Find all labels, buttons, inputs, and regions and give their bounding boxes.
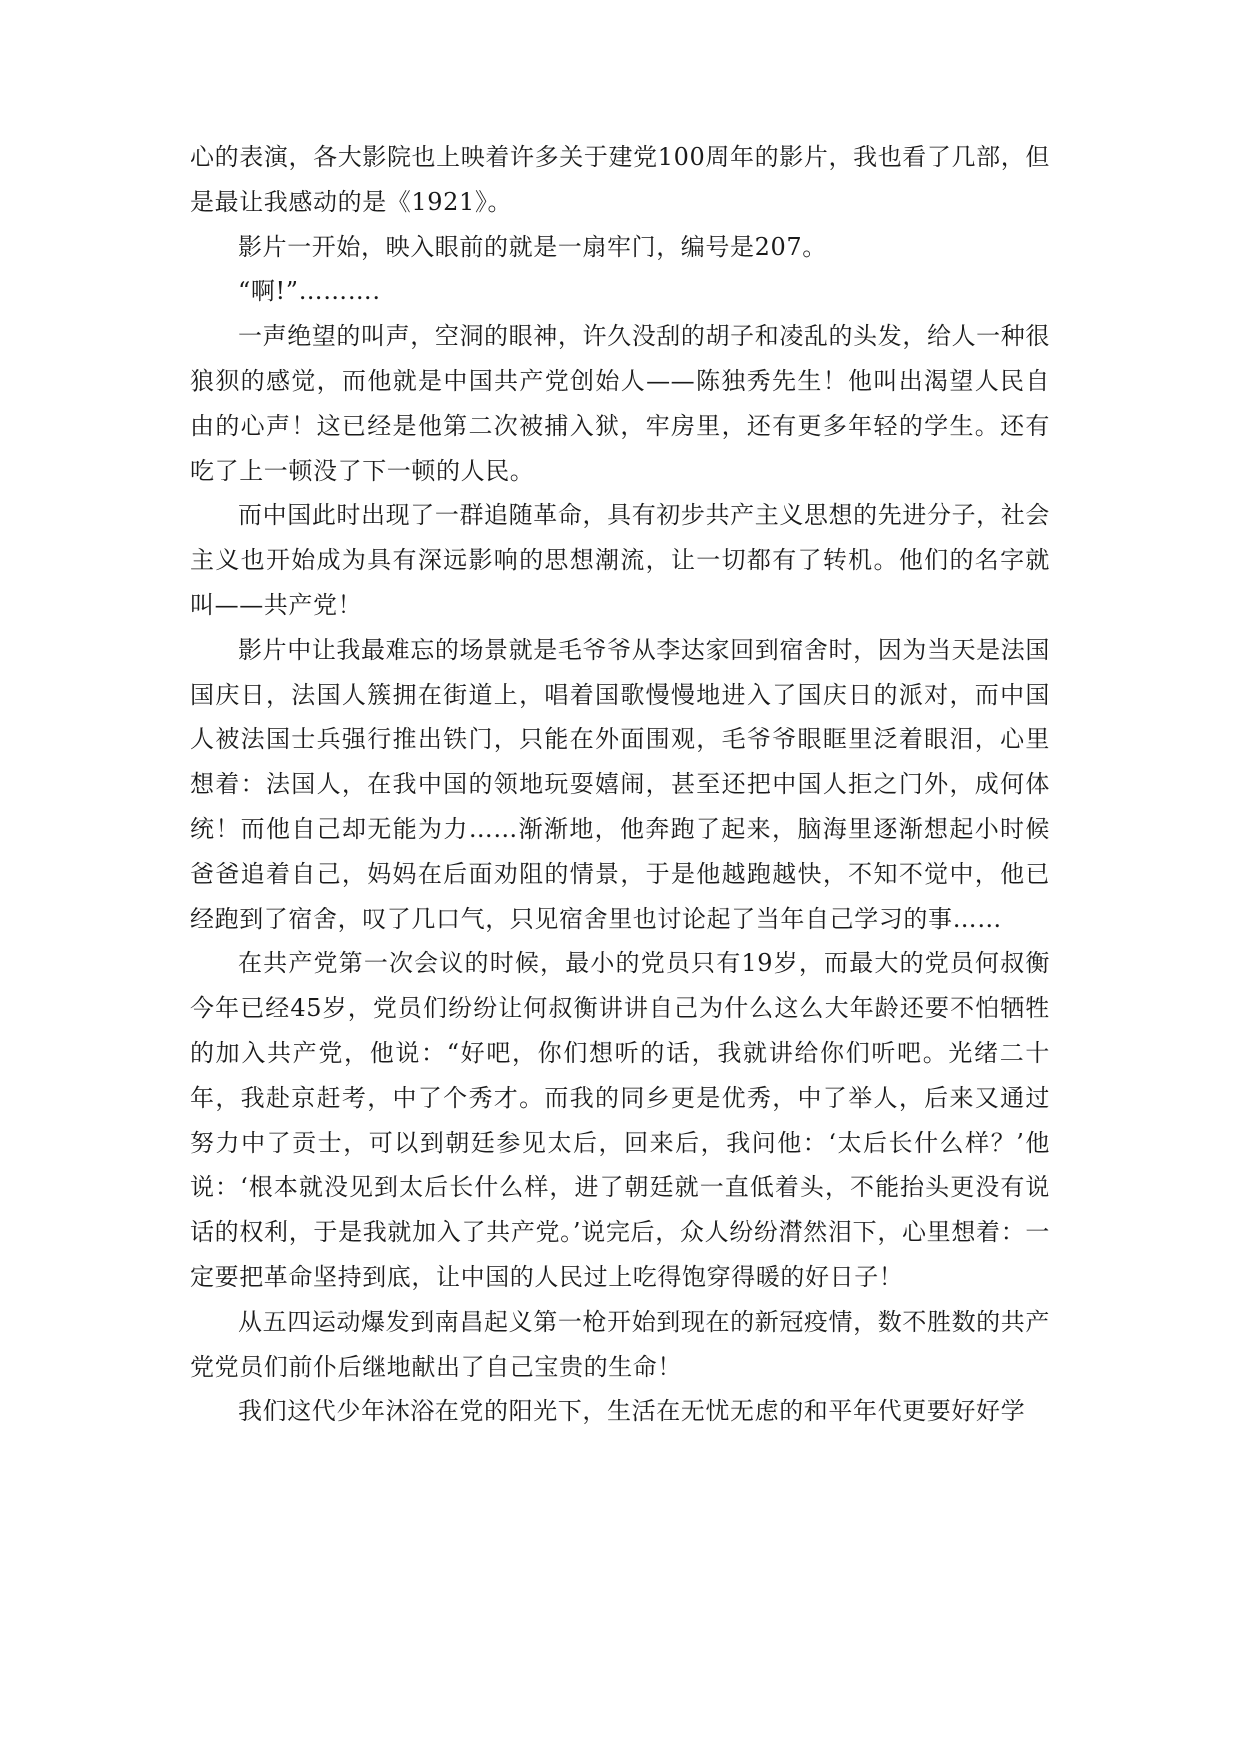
paragraph: “啊!”……….	[238, 277, 381, 306]
paragraph: 从五四运动爆发到南昌起义第一枪开始到现在的新冠疫情，数不胜数的共产党党员们前仆后继地献出了自己宝贵的生命！	[190, 1307, 1050, 1381]
paragraph: 而中国此时出现了一群追随革命，具有初步共产主义思想的先进分子，社会主义也开始成为具有深远影响的思想潮流，让一切都有了转机。他们的名字就叫——共产党！	[190, 501, 1050, 619]
paragraph: 影片中让我最难忘的场景就是毛爷爷从李达家回到宿舍时，因为当天是法国国庆日，法国人簇拥在街道上，唱着国歌慢慢地进入了国庆日的派对，而中国人被法国士兵强行推出铁门，只能在外面围观，毛爷爷眼眶里泛着眼泪，心里想着：法国人，在我中国的领地玩耍嬉闹，甚至还把中国人拒之门外，成何体统！而他自己却无能为力……渐渐地，他奔跑了起来，脑海里逐渐想起小时候爸爸追着自己，妈妈在后面劝阻的情景，于是他越跑越快，不知不觉中，他已经跑到了宿舍，叹了几口气，只见宿舍里也讨论起了当年自己学习的事……	[190, 635, 1050, 933]
article-body	[190, 135, 1050, 1434]
paragraph: 影片一开始，映入眼前的就是一扇牢门，编号是207。	[238, 232, 827, 261]
paragraph-truncated: 我们这代少年沐浴在党的阳光下，生活在无忧无虑的和平年代更要好好学	[238, 1397, 1026, 1426]
paragraph: 一声绝望的叫声，空洞的眼神，许久没刮的胡子和凌乱的头发，给人一种很狼狈的感觉，而他就是中国共产党创始人——陈独秀先生！他叫出渴望人民自由的心声！这已经是他第二次被捕入狱，牢房里，还有更多年轻的学生。还有吃了上一顿没了下一顿的人民。	[190, 322, 1050, 485]
paragraph: 在共产党第一次会议的时候，最小的党员只有19岁，而最大的党员何叔衡今年已经45岁，党员们纷纷让何叔衡讲讲自己为什么这么大年龄还要不怕牺牲的加入共产党，他说：“好吧，你们想听的话，我就讲给你们听吧。光绪二十年，我赴京赶考，中了个秀才。而我的同乡更是优秀，中了举人，后来又通过努力中了贡士，可以到朝廷参见太后，回来后，我问他：‘太后长什么样？’他说：‘根本就没见到太后长什么样，进了朝廷就一直低着头，不能抬头更没有说话的权利，于是我就加入了共产党。’说完后，众人纷纷潸然泪下，心里想着：一定要把革命坚持到底，让中国的人民过上吃得饱穿得暖的好日子！	[190, 949, 1050, 1291]
paragraph-continued: 心的表演，各大影院也上映着许多关于建党100周年的影片，我也看了几部，但是最让我感动的是《1921》。	[190, 143, 1050, 216]
